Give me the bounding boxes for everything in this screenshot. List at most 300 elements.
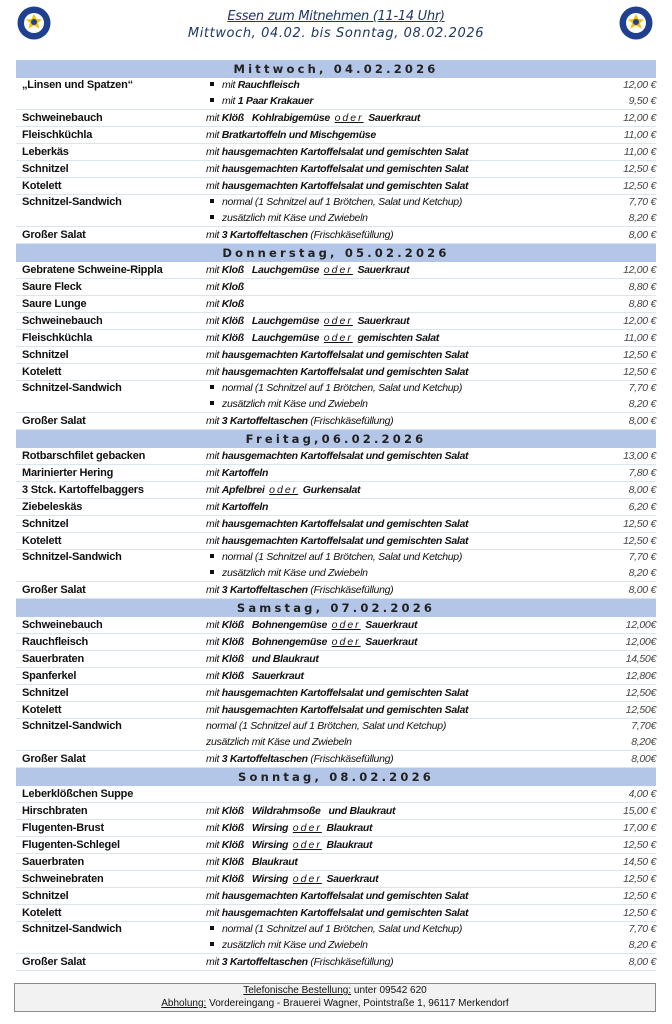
- menu-item-row: [16, 820, 656, 837]
- bullet-icon: [210, 942, 214, 946]
- dish-price: 11,00 €: [623, 331, 656, 344]
- dish-description: [206, 821, 586, 836]
- variant-desc: [206, 94, 586, 110]
- oder-separator: oder: [334, 111, 364, 124]
- dish-price: 11,00 €: [623, 128, 656, 141]
- dish-description: [206, 466, 586, 481]
- desc-prefix: mit: [206, 111, 222, 124]
- desc-prefix: mit: [206, 263, 222, 276]
- menu-item-row: [16, 837, 656, 854]
- desc-prefix: mit: [206, 906, 222, 919]
- menu-item-row: [16, 668, 656, 685]
- variant-desc: [206, 719, 586, 735]
- desc-prefix: mit: [206, 652, 222, 665]
- dish-price: 12,50 €: [623, 365, 656, 378]
- desc-prefix: mit: [206, 145, 222, 158]
- dish-name: Schweinebauch: [22, 314, 103, 327]
- desc-prefix: mit: [206, 500, 222, 513]
- desc-prefix: mit: [206, 297, 222, 310]
- variant-price: 8,20€: [631, 735, 656, 748]
- menu-item-row: [16, 78, 656, 110]
- variant-price: 8,20 €: [628, 938, 656, 951]
- dish-variants: [206, 719, 656, 750]
- footer-box: [14, 983, 656, 1012]
- dish-price: 8,00€: [631, 752, 656, 765]
- desc-prefix: mit: [206, 752, 222, 765]
- dish-name: Spanferkel: [22, 669, 77, 682]
- dish-description: [206, 635, 586, 650]
- variant-line: [206, 94, 656, 110]
- desc-alt: Sauerkraut: [357, 263, 410, 276]
- variant-desc: [206, 78, 586, 94]
- menu-item-row: [16, 533, 656, 550]
- dish-description: [206, 263, 586, 278]
- desc-prefix: mit: [206, 889, 222, 902]
- desc-main: Klöß: [221, 618, 244, 631]
- menu-item-row: [16, 381, 656, 413]
- desc-main: Klöß: [221, 111, 244, 124]
- variant-bold: 1 Paar Krakauer: [237, 94, 314, 107]
- dish-description: [206, 955, 586, 970]
- dish-name: Schnitzel-Sandwich: [22, 196, 122, 208]
- dish-price: 12,50 €: [623, 872, 656, 885]
- desc-main: Klöß: [221, 635, 244, 648]
- dish-price: 6,20 €: [628, 500, 656, 513]
- variant-price: 7,70 €: [628, 382, 656, 394]
- dish-price: 8,00 €: [628, 228, 656, 241]
- day-header: Sonntag, 08.02.2026: [16, 768, 656, 786]
- bullet-icon: [210, 570, 214, 574]
- desc-prefix: mit: [206, 466, 222, 479]
- desc-prefix: mit: [206, 228, 222, 241]
- desc-side: Sauerkraut: [251, 669, 304, 682]
- menu-item-row: [16, 702, 656, 719]
- dish-name: Schnitzel: [22, 686, 69, 699]
- page-title: Essen zum Mitnehmen (11-14 Uhr): [227, 9, 445, 24]
- variant-desc: [206, 735, 586, 751]
- dish-price: 12,00 €: [623, 263, 656, 276]
- desc-note: (Frischkäsefüllung): [307, 752, 394, 765]
- desc-alt: Blaukraut: [326, 838, 373, 851]
- desc-main: 3 Kartoffeltaschen: [221, 752, 308, 765]
- desc-prefix: mit: [206, 804, 222, 817]
- desc-side: Wirsing: [251, 821, 289, 834]
- desc-side: Wirsing: [251, 838, 289, 851]
- variant-line: [206, 938, 656, 954]
- dish-price: 8,80 €: [628, 297, 656, 310]
- dish-variants: [206, 550, 656, 581]
- bullet-icon: [210, 401, 214, 405]
- dish-name: Schweinebraten: [22, 872, 104, 885]
- variant-text: zusätzlich mit Käse und Zwiebeln: [222, 938, 368, 951]
- dish-description: [206, 449, 586, 464]
- desc-prefix: mit: [206, 179, 222, 192]
- desc-prefix: mit: [206, 280, 222, 293]
- desc-main: 3 Kartoffeltaschen: [221, 414, 308, 427]
- dish-description: [206, 228, 586, 243]
- desc-alt: gemischten Salat: [357, 331, 440, 344]
- dish-name: Schnitzel-Sandwich: [22, 923, 122, 935]
- menu-item-row: [16, 854, 656, 871]
- desc-main: Klöß: [221, 331, 244, 344]
- desc-prefix: mit: [206, 517, 222, 530]
- dish-description: [206, 618, 586, 633]
- bullet-icon: [210, 554, 214, 558]
- desc-prefix: mit: [206, 483, 222, 496]
- dish-name: Schnitzel: [22, 348, 69, 361]
- desc-alt: Sauerkraut: [357, 314, 410, 327]
- dish-description: [206, 906, 586, 921]
- dish-name: Leberklößchen Suppe: [22, 787, 134, 800]
- variant-price: 8,20 €: [628, 211, 656, 224]
- variant-text: mit: [222, 79, 238, 91]
- variant-price: 8,20 €: [628, 566, 656, 579]
- bullet-icon: [210, 199, 214, 203]
- dish-description: [206, 348, 586, 363]
- dish-description: [206, 314, 586, 329]
- variant-desc: [206, 381, 586, 397]
- desc-main: hausgemachten Kartoffelsalat und gemischten Salat: [221, 906, 469, 919]
- day-section-1: [16, 60, 656, 244]
- dish-price: 14,50 €: [623, 855, 656, 868]
- desc-main: hausgemachten Kartoffelsalat und gemischten Salat: [221, 703, 469, 716]
- dish-description: [206, 145, 586, 160]
- dish-name: Saure Fleck: [22, 280, 82, 293]
- desc-note: (Frischkäsefüllung): [307, 228, 394, 241]
- desc-main: Klöß: [221, 314, 244, 327]
- dish-description: [206, 179, 586, 194]
- desc-prefix: mit: [206, 414, 222, 427]
- dish-name: Schnitzel: [22, 517, 69, 530]
- dish-name: Großer Salat: [22, 414, 86, 427]
- desc-main: Kloß: [221, 297, 244, 310]
- desc-main: hausgemachten Kartoffelsalat und gemischten Salat: [221, 162, 469, 175]
- dish-description: [206, 889, 586, 904]
- desc-main: hausgemachten Kartoffelsalat und gemischten Salat: [221, 348, 469, 361]
- dish-name: Schnitzel-Sandwich: [22, 720, 122, 732]
- dish-name: Rotbarschfilet gebacken: [22, 449, 146, 462]
- desc-prefix: mit: [206, 872, 222, 885]
- dish-price: 12,50€: [625, 703, 656, 716]
- oder-separator: oder: [331, 618, 361, 631]
- dish-name: Gebratene Schweine-Rippla: [22, 263, 163, 276]
- desc-prefix: mit: [206, 703, 222, 716]
- desc-main: Klöß: [221, 669, 244, 682]
- oder-separator: oder: [292, 821, 322, 834]
- menu-item-row: [16, 550, 656, 582]
- bullet-icon: [210, 385, 214, 389]
- desc-side: Lauchgemüse: [251, 331, 320, 344]
- dish-name: Schweinebauch: [22, 111, 103, 124]
- desc-note: (Frischkäsefüllung): [307, 583, 394, 596]
- desc-alt: Sauerkraut: [326, 872, 379, 885]
- desc-prefix: mit: [206, 314, 222, 327]
- menu-item-row: [16, 922, 656, 954]
- desc-prefix: mit: [206, 618, 222, 631]
- variant-price: 12,00 €: [623, 79, 656, 91]
- dish-price: 17,00 €: [623, 821, 656, 834]
- footer-phone-line: [15, 984, 655, 997]
- dish-description: [206, 534, 586, 549]
- dish-name: Kotelett: [22, 534, 62, 547]
- dish-price: 12,50 €: [623, 179, 656, 192]
- dish-variants: [206, 381, 656, 412]
- dish-name: Fleischküchla: [22, 128, 93, 141]
- desc-main: hausgemachten Kartoffelsalat und gemischten Salat: [221, 517, 469, 530]
- menu-item-row: [16, 751, 656, 768]
- dish-name: Ziebeleskäs: [22, 500, 83, 513]
- oder-separator: oder: [292, 838, 322, 851]
- desc-main: Klöß: [221, 652, 244, 665]
- variant-price: 7,70€: [631, 720, 656, 732]
- desc-prefix: mit: [206, 583, 222, 596]
- dish-description: [206, 331, 586, 346]
- dish-price: 12,80€: [625, 669, 656, 682]
- day-section-5: [16, 768, 656, 971]
- variant-desc: [206, 550, 586, 566]
- dish-description: [206, 787, 586, 802]
- dish-variants: [206, 922, 656, 953]
- oder-separator: oder: [292, 872, 322, 885]
- menu-item-row: [16, 330, 656, 347]
- oder-separator: oder: [323, 263, 353, 276]
- variant-line: [206, 78, 656, 94]
- desc-main: hausgemachten Kartoffelsalat und gemischten Salat: [221, 145, 469, 158]
- oder-separator: oder: [323, 314, 353, 327]
- variant-text: zusätzlich mit Käse und Zwiebeln: [222, 211, 368, 224]
- dish-name: Schnitzel: [22, 889, 69, 902]
- dish-price: 11,00 €: [623, 145, 656, 158]
- dish-description: [206, 365, 586, 380]
- dish-name: Fleischküchla: [22, 331, 93, 344]
- menu-item-row: [16, 803, 656, 820]
- dish-price: 8,00 €: [628, 583, 656, 596]
- dish-name: Schweinebauch: [22, 618, 103, 631]
- menu-item-row: [16, 482, 656, 499]
- dish-price: 13,00 €: [623, 449, 656, 462]
- desc-prefix: mit: [206, 162, 222, 175]
- menu-item-row: [16, 499, 656, 516]
- variant-price: 9,50 €: [628, 94, 656, 107]
- dish-description: [206, 652, 586, 667]
- dish-price: 12,50€: [625, 686, 656, 699]
- dish-price: 8,00 €: [628, 955, 656, 968]
- desc-prefix: mit: [206, 365, 222, 378]
- dish-description: [206, 280, 586, 295]
- dish-name: Flugenten-Brust: [22, 821, 104, 834]
- menu-item-row: [16, 262, 656, 279]
- menu-item-row: [16, 634, 656, 651]
- variant-price: 7,70 €: [628, 923, 656, 935]
- desc-side: Kohlrabigemüse: [251, 111, 330, 124]
- menu-item-row: [16, 617, 656, 634]
- desc-main: hausgemachten Kartoffelsalat und gemischten Salat: [221, 179, 469, 192]
- desc-main: hausgemachten Kartoffelsalat und gemischten Salat: [221, 889, 469, 902]
- desc-main: Klöß: [221, 855, 244, 868]
- desc-alt: Blaukraut: [326, 821, 373, 834]
- desc-alt: Sauerkraut: [368, 111, 421, 124]
- variant-price: 8,20 €: [628, 397, 656, 410]
- dish-name: Kotelett: [22, 906, 62, 919]
- variant-line: [206, 397, 656, 413]
- menu-item-row: [16, 195, 656, 227]
- variant-line: [206, 719, 656, 735]
- footer-pickup-label: Abholung:: [161, 998, 207, 1009]
- menu-item-row: [16, 364, 656, 381]
- variant-price: 7,70 €: [628, 196, 656, 208]
- dish-name: Schnitzel-Sandwich: [22, 382, 122, 394]
- menu-item-row: [16, 161, 656, 178]
- page-subtitle: Mittwoch, 04.02. bis Sonntag, 08.02.2026: [187, 26, 485, 41]
- dish-name: Kotelett: [22, 365, 62, 378]
- dish-name: Flugenten-Schlegel: [22, 838, 120, 851]
- menu-item-row: [16, 227, 656, 244]
- dish-price: 12,00€: [625, 618, 656, 631]
- dish-price: 12,50 €: [623, 534, 656, 547]
- variant-bold: Rauchfleisch: [237, 79, 300, 91]
- desc-main: hausgemachten Kartoffelsalat und gemischten Salat: [221, 365, 469, 378]
- desc-extra: und Blaukraut: [328, 804, 396, 817]
- desc-side: Wirsing: [251, 872, 289, 885]
- dish-description: [206, 500, 586, 515]
- variant-desc: [206, 195, 586, 211]
- menu-item-row: [16, 127, 656, 144]
- variant-text: zusätzlich mit Käse und Zwiebeln: [222, 566, 368, 579]
- desc-main: hausgemachten Kartoffelsalat und gemischten Salat: [221, 686, 469, 699]
- day-section-2: [16, 244, 656, 430]
- dish-name: Schnitzel-Sandwich: [22, 551, 122, 563]
- day-header: Donnerstag, 05.02.2026: [16, 244, 656, 262]
- dish-name: Großer Salat: [22, 583, 86, 596]
- variant-line: [206, 735, 656, 751]
- variant-desc: [206, 922, 586, 938]
- menu-item-row: [16, 465, 656, 482]
- desc-prefix: mit: [206, 821, 222, 834]
- desc-main: 3 Kartoffeltaschen: [221, 955, 308, 968]
- dish-price: 12,00€: [625, 635, 656, 648]
- menu-item-row: [16, 719, 656, 751]
- variant-text: mit: [222, 94, 238, 107]
- desc-main: Kartoffeln: [221, 466, 269, 479]
- variant-desc: [206, 211, 586, 227]
- dish-price: 8,80 €: [628, 280, 656, 293]
- footer-pickup-text: Vordereingang - Brauerei Wagner, Pointstraße 1, 96117 Merkendorf: [206, 998, 509, 1009]
- desc-prefix: mit: [206, 635, 222, 648]
- desc-main: hausgemachten Kartoffelsalat und gemischten Salat: [221, 449, 469, 462]
- dish-name: Großer Salat: [22, 228, 86, 241]
- variant-line: [206, 566, 656, 582]
- dish-name: Sauerbraten: [22, 652, 84, 665]
- desc-main: Apfelbrei: [221, 483, 265, 496]
- dish-price: 7,80 €: [628, 466, 656, 479]
- footer-pickup-line: [15, 997, 655, 1010]
- desc-main: Klöß: [221, 804, 244, 817]
- menu-item-row: [16, 888, 656, 905]
- desc-side: Bohnengemüse: [251, 635, 328, 648]
- desc-main: 3 Kartoffeltaschen: [221, 228, 308, 241]
- dish-variants: [206, 78, 656, 109]
- desc-main: Kartoffeln: [221, 500, 269, 513]
- dish-name: Sauerbraten: [22, 855, 84, 868]
- desc-prefix: mit: [206, 449, 222, 462]
- dish-name: 3 Stck. Kartoffelbaggers: [22, 483, 144, 496]
- dish-name: Schnitzel: [22, 162, 69, 175]
- dish-price: 12,50 €: [623, 348, 656, 361]
- menu-item-row: [16, 296, 656, 313]
- menu-item-row: [16, 178, 656, 195]
- menu-item-row: [16, 413, 656, 430]
- oder-separator: oder: [331, 635, 361, 648]
- desc-side: Blaukraut: [251, 855, 298, 868]
- dish-name: Großer Salat: [22, 752, 86, 765]
- dish-price: 4,00 €: [628, 787, 656, 800]
- menu-item-row: [16, 448, 656, 465]
- dish-description: [206, 872, 586, 887]
- desc-main: Klöß: [221, 821, 244, 834]
- day-header: Freitag,06.02.2026: [16, 430, 656, 448]
- day-header: Mittwoch, 04.02.2026: [16, 60, 656, 78]
- dish-name: Leberkäs: [22, 145, 69, 158]
- variant-text: normal (1 Schnitzel auf 1 Brötchen, Salat und Ketchup): [222, 196, 463, 208]
- footer-phone-label: Telefonische Bestellung:: [243, 985, 352, 996]
- desc-prefix: mit: [206, 128, 222, 141]
- bullet-icon: [210, 926, 214, 930]
- bullet-icon: [210, 98, 214, 102]
- desc-alt: Gurkensalat: [302, 483, 361, 496]
- menu-item-row: [16, 786, 656, 803]
- dish-price: 12,50 €: [623, 906, 656, 919]
- menu-item-row: [16, 871, 656, 888]
- dish-price: 8,00 €: [628, 483, 656, 496]
- variant-text: zusätzlich mit Käse und Zwiebeln: [222, 397, 368, 410]
- variant-line: [206, 922, 656, 938]
- dish-price: 12,50 €: [623, 838, 656, 851]
- menu-item-row: [16, 651, 656, 668]
- desc-side: Bohnengemüse: [251, 618, 328, 631]
- oder-separator: oder: [323, 331, 353, 344]
- dish-name: Kotelett: [22, 703, 62, 716]
- oder-separator: oder: [269, 483, 299, 496]
- menu-item-row: [16, 144, 656, 161]
- menu-item-row: [16, 685, 656, 702]
- dish-name: Rauchfleisch: [22, 635, 89, 648]
- day-section-4: [16, 599, 656, 768]
- variant-line: [206, 211, 656, 227]
- variant-line: [206, 550, 656, 566]
- dish-name: „Linsen und Spatzen“: [22, 79, 133, 91]
- day-header: Samstag, 07.02.2026: [16, 599, 656, 617]
- dish-price: 12,00 €: [623, 111, 656, 124]
- menu-item-row: [16, 516, 656, 533]
- desc-prefix: mit: [206, 855, 222, 868]
- desc-main: Bratkartoffeln und Mischgemüse: [221, 128, 376, 141]
- dish-name: Großer Salat: [22, 955, 86, 968]
- variant-line: [206, 195, 656, 211]
- dish-price: 8,00 €: [628, 414, 656, 427]
- dish-name: Saure Lunge: [22, 297, 87, 310]
- dish-description: [206, 297, 586, 312]
- dish-price: 12,50 €: [623, 889, 656, 902]
- desc-side: Wildrahmsoße: [251, 804, 321, 817]
- footer-phone-text: unter 09542 620: [351, 985, 427, 996]
- dish-variants: [206, 195, 656, 226]
- menu-item-row: [16, 582, 656, 599]
- desc-main: Klöß: [221, 838, 244, 851]
- dish-price: 14,50€: [625, 652, 656, 665]
- dish-name: Marinierter Hering: [22, 466, 114, 479]
- dish-description: [206, 686, 586, 701]
- menu-item-row: [16, 110, 656, 127]
